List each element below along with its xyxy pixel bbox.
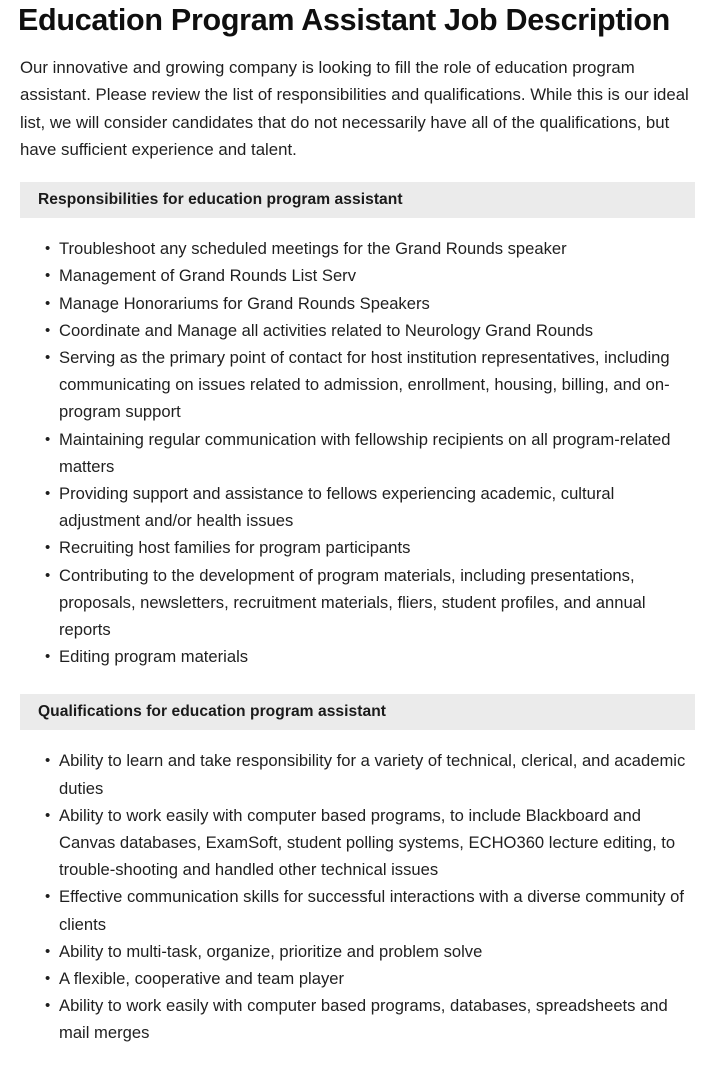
list-item: • Ability to work easily with computer based programs, to include Blackboard and Canvas databases, ExamSoft, student polling systems, ECHO360 lecture editing, to trouble-shooting and handled other technical issues [59, 802, 692, 884]
list-item: • Ability to learn and take responsibility for a variety of technical, clerical, and academic duties [59, 747, 692, 801]
list-item: • Ability to work easily with computer based programs, databases, spreadsheets and mail merges [59, 992, 692, 1046]
page-title: Education Program Assistant Job Description [18, 3, 671, 37]
section-header-label: Qualifications for education program assistant [38, 703, 387, 721]
list-item: • Maintaining regular communication with fellowship recipients on all program-related matters [59, 426, 692, 480]
list-item: • Management of Grand Rounds List Serv [59, 262, 692, 289]
qualifications-list [0, 747, 720, 1046]
list-item: • A flexible, cooperative and team player [59, 965, 692, 992]
list-item: • Troubleshoot any scheduled meetings for the Grand Rounds speaker [59, 235, 692, 262]
list-item: • Editing program materials [59, 643, 692, 670]
responsibilities-list [0, 235, 720, 670]
section-qualifications [0, 694, 720, 1046]
list-item: • Ability to multi-task, organize, prioritize and problem solve [59, 938, 692, 965]
list-item: • Providing support and assistance to fellows experiencing academic, cultural adjustment and/or health issues [59, 480, 692, 534]
list-item: • Contributing to the development of program materials, including presentations, proposals, newsletters, recruitment materials, fliers, student profiles, and annual reports [59, 562, 692, 644]
list-item: • Effective communication skills for successful interactions with a diverse community of clients [59, 883, 692, 937]
list-item: • Recruiting host families for program participants [59, 534, 692, 561]
section-header-label: Responsibilities for education program assistant [38, 191, 403, 209]
list-item: • Coordinate and Manage all activities related to Neurology Grand Rounds [59, 317, 692, 344]
intro-paragraph: Our innovative and growing company is looking to fill the role of education program assistant. Please review the list of responsibilities and qualifications. While this is our ideal list, we will consider candidates that do not necessarily have all of the qualifications, but have sufficient experience and talent. [20, 58, 689, 159]
list-item: • Manage Honorariums for Grand Rounds Speakers [59, 290, 692, 317]
section-responsibilities [0, 182, 720, 670]
list-item: • Serving as the primary point of contact for host institution representatives, including communicating on issues related to admission, enrollment, housing, billing, and on-program support [59, 344, 692, 426]
section-header-qualifications [20, 694, 695, 730]
section-header-responsibilities [20, 182, 695, 218]
